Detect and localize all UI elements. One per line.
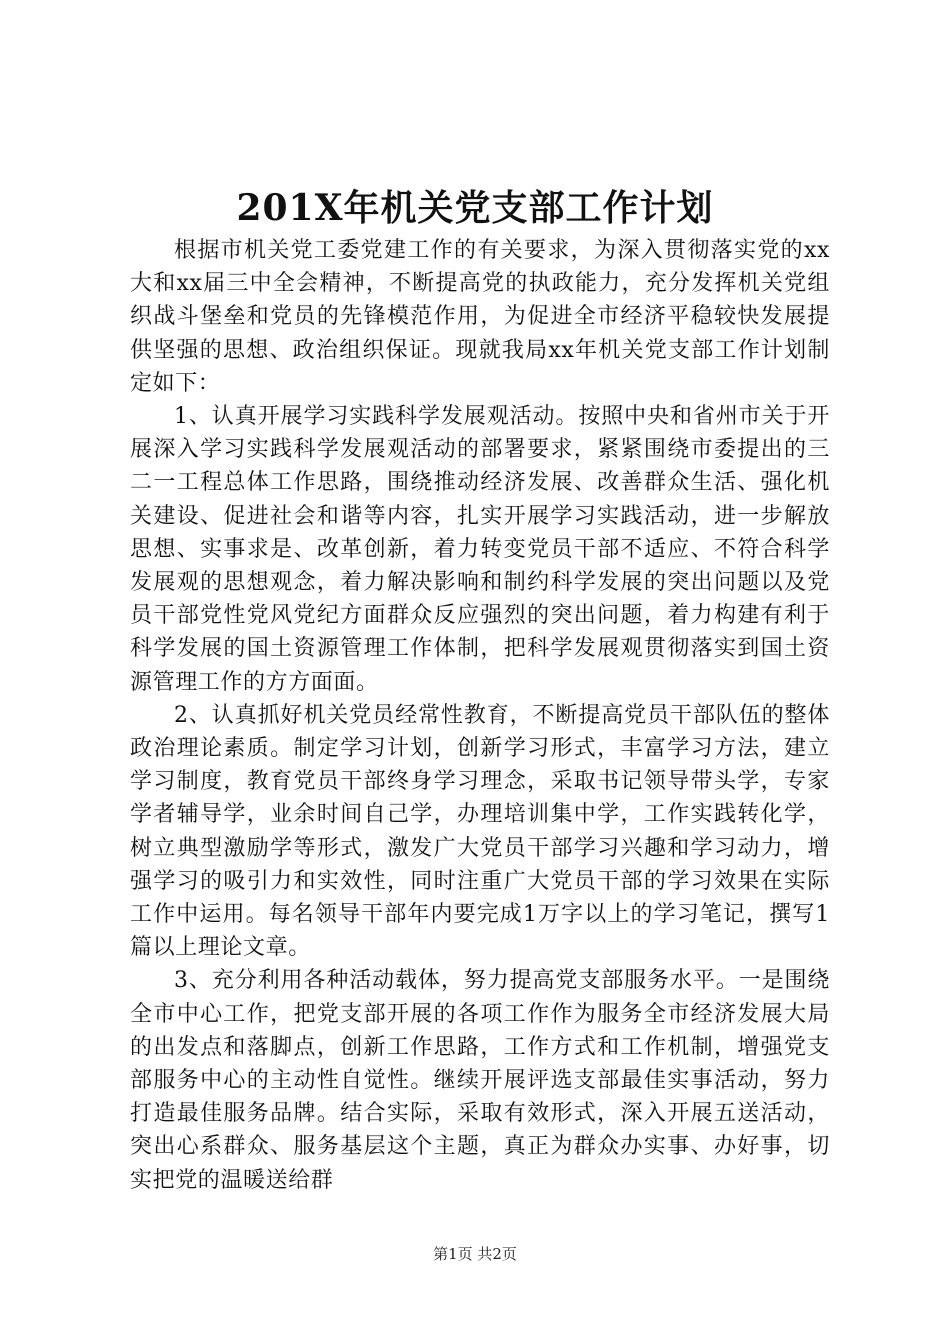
paragraph-item-1: 1、认真开展学习实践科学发展观活动。按照中央和省州市关于开展深入学习实践科学发展观活动的部署要求，紧紧围绕市委提出的三二一工程总体工作思路，围绕推动经济发展、改善群众生活、强化机关建设、促进社会和谐等内容，扎实开展学习实践活动，进一步解放思想、实事求是、改革创新，着力转变党员干部不适应、不符合科学发展观的思想观念，着力解决影响和制约科学发展的突出问题以及党员干部党性党风党纪方面群众反应强烈的突出问题，着力构建有利于科学发展的国土资源管理工作体制，把科学发展观贯彻落实到国土资源管理工作的方方面面。 — [130, 404, 830, 695]
page-number-footer: 第1页 共2页 — [433, 1245, 517, 1263]
document-title: 201X年机关党支部工作计划 — [236, 187, 714, 229]
intro-paragraph: 根据市机关党工委党建工作的有关要求，为深入贯彻落实党的xx大和xx届三中全会精神，不断提高党的执政能力，充分发挥机关党组织战斗堡垒和党员的先锋模范作用，为促进全市经济平稳较快发展提供坚强的思想、政治组织保证。现就我局xx年机关党支部工作计划制定如下： — [130, 238, 830, 396]
document-body — [130, 234, 830, 1197]
paragraph-item-2: 2、认真抓好机关党员经常性教育，不断提高党员干部队伍的整体政治理论素质。制定学习计划，创新学习形式，丰富学习方法，建立学习制度，教育党员干部终身学习理念，采取书记领导带头学，专家学者辅导学，业余时间自己学，办理培训集中学，工作实践转化学，树立典型激励学等形式，激发广大党员干部学习兴趣和学习动力，增强学习的吸引力和实效性，同时注重广大党员干部的学习效果在实际工作中运用。每名领导干部年内要完成1万字以上的学习笔记，撰写1篇以上理论文章。 — [130, 702, 830, 961]
paragraph-item-3: 3、充分利用各种活动载体，努力提高党支部服务水平。一是围绕全市中心工作，把党支部开展的各项工作作为服务全市经济发展大局的出发点和落脚点，创新工作思路，工作方式和工作机制，增强党支部服务中心的主动性自觉性。继续开展评选支部最佳实事活动，努力打造最佳服务品牌。结合实际，采取有效形式，深入开展五送活动，突出心系群众、服务基层这个主题，真正为群众办实事、办好事，切实把党的温暖送给群 — [130, 968, 830, 1193]
